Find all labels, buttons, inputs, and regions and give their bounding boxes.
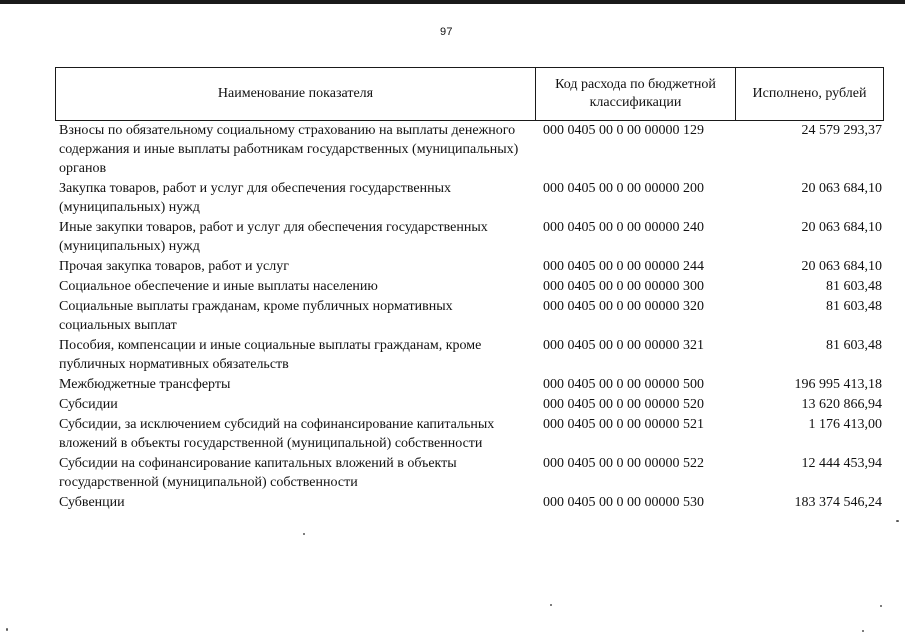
row-amount: 81 603,48 bbox=[826, 338, 882, 353]
top-border-line bbox=[0, 0, 905, 4]
row-code: 000 0405 00 0 00 00000 129 bbox=[543, 123, 704, 138]
row-code: 000 0405 00 0 00 00000 300 bbox=[543, 279, 704, 294]
row-name: Иные закупки товаров, работ и услуг для обеспечения государственных (муниципальных) нужд bbox=[59, 220, 488, 254]
row-code: 000 0405 00 0 00 00000 521 bbox=[543, 417, 704, 432]
table-row bbox=[59, 415, 882, 453]
row-amount: 20 063 684,10 bbox=[801, 220, 882, 235]
row-amount: 24 579 293,37 bbox=[801, 123, 882, 138]
row-code: 000 0405 00 0 00 00000 500 bbox=[543, 377, 704, 392]
row-code: 000 0405 00 0 00 00000 321 bbox=[543, 338, 704, 353]
scan-speck bbox=[303, 533, 305, 535]
table-body bbox=[59, 121, 882, 513]
row-code: 000 0405 00 0 00 00000 240 bbox=[543, 220, 704, 235]
row-amount: 196 995 413,18 bbox=[794, 377, 882, 392]
row-amount: 12 444 453,94 bbox=[801, 456, 882, 471]
row-name: Взносы по обязательному социальному страхованию на выплаты денежного содержания и иные выплаты работникам государственных (муниципальных) органов bbox=[59, 123, 519, 176]
row-code: 000 0405 00 0 00 00000 320 bbox=[543, 299, 704, 314]
row-amount: 81 603,48 bbox=[826, 279, 882, 294]
row-amount: 20 063 684,10 bbox=[801, 181, 882, 196]
row-name: Прочая закупка товаров, работ и услуг bbox=[59, 259, 289, 274]
row-amount: 1 176 413,00 bbox=[808, 417, 882, 432]
scan-speck bbox=[6, 628, 8, 631]
table-row bbox=[59, 336, 882, 374]
table-row bbox=[59, 257, 882, 276]
row-name: Субсидии на софинансирование капитальных вложений в объекты государственной (муниципальной) собственности bbox=[59, 456, 457, 490]
table-row bbox=[59, 395, 882, 414]
row-name: Межбюджетные трансферты bbox=[59, 377, 231, 392]
row-name: Социальные выплаты гражданам, кроме публичных нормативных социальных выплат bbox=[59, 299, 453, 333]
row-name: Субсидии bbox=[59, 397, 118, 412]
table-row bbox=[59, 179, 882, 217]
scan-speck bbox=[862, 630, 864, 632]
row-code: 000 0405 00 0 00 00000 244 bbox=[543, 259, 704, 274]
table-row bbox=[59, 218, 882, 256]
row-code: 000 0405 00 0 00 00000 522 bbox=[543, 456, 704, 471]
row-amount: 183 374 546,24 bbox=[794, 495, 882, 510]
table-row bbox=[59, 277, 882, 296]
row-amount: 13 620 866,94 bbox=[801, 397, 882, 412]
row-name: Социальное обеспечение и иные выплаты населению bbox=[59, 279, 378, 294]
table-row bbox=[59, 454, 882, 492]
row-name: Пособия, компенсации и иные социальные выплаты гражданам, кроме публичных нормативных обязательств bbox=[59, 338, 482, 372]
row-code: 000 0405 00 0 00 00000 200 bbox=[543, 181, 704, 196]
table-row bbox=[59, 375, 882, 394]
table-header bbox=[55, 67, 884, 121]
row-name: Субвенции bbox=[59, 495, 125, 510]
row-code: 000 0405 00 0 00 00000 530 bbox=[543, 495, 704, 510]
header-amount-column: Исполнено, рублей bbox=[752, 86, 867, 101]
scan-speck bbox=[550, 604, 552, 606]
table-row bbox=[59, 121, 882, 178]
row-name: Субсидии, за исключением субсидий на софинансирование капитальных вложений в объекты государственной (муниципальной) собственности bbox=[59, 417, 495, 451]
table-row bbox=[59, 297, 882, 335]
row-name: Закупка товаров, работ и услуг для обеспечения государственных (муниципальных) нужд bbox=[59, 181, 452, 215]
row-amount: 81 603,48 bbox=[826, 299, 882, 314]
scan-speck bbox=[896, 520, 899, 522]
scan-speck bbox=[880, 605, 882, 607]
row-code: 000 0405 00 0 00 00000 520 bbox=[543, 397, 704, 412]
row-amount: 20 063 684,10 bbox=[801, 259, 882, 274]
table-row bbox=[59, 493, 882, 512]
page-number: 97 bbox=[440, 26, 453, 38]
header-code-column: Код расхода по бюджетной классификации bbox=[536, 68, 736, 120]
header-name-column: Наименование показателя bbox=[56, 68, 536, 120]
